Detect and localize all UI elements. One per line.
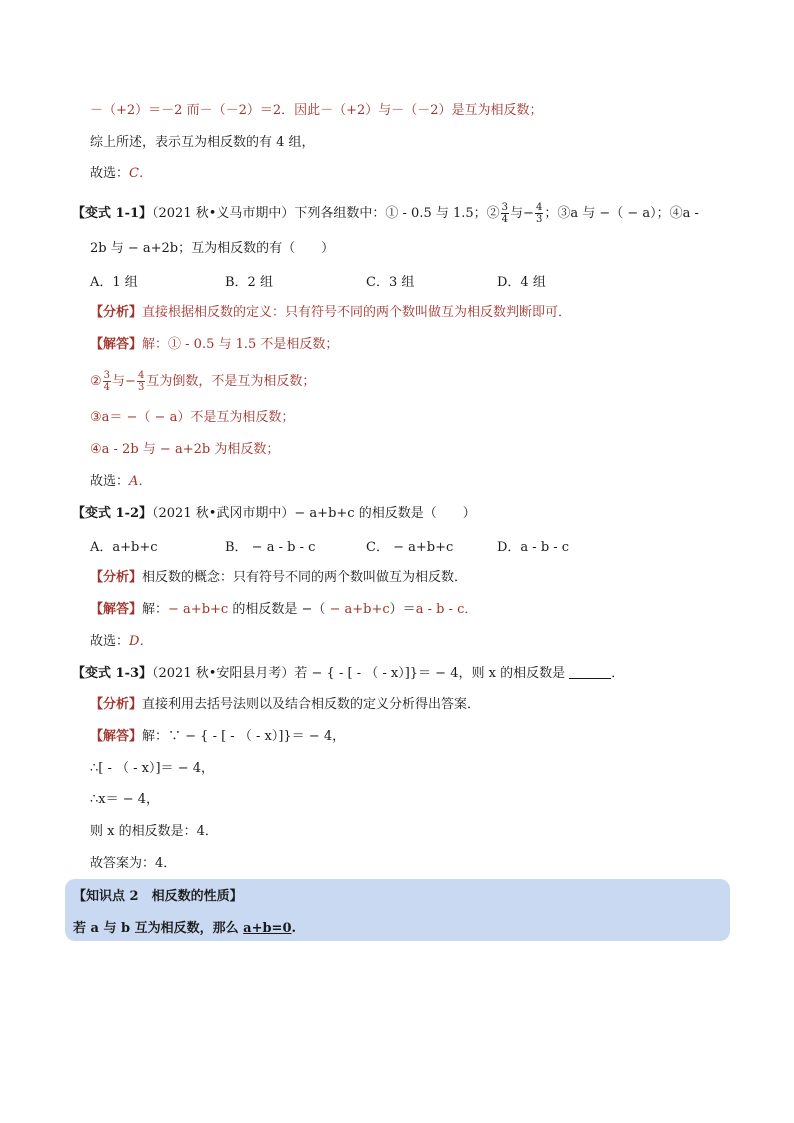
solution-text: 解：① - 0.5 与 1.5 不是相反数； bbox=[142, 337, 339, 352]
question-text: （2021 秋•安阳县月考）若 − { - [ - （ - x）]}＝ − 4，则 x 的相反数是 bbox=[152, 666, 566, 681]
solution-text: 解：∵ − { - [ - （ - x）]}＝ − 4， bbox=[142, 729, 346, 744]
question-text: （2021 秋•义马市期中）下列各组数中：① - 0.5 与 1.5；② bbox=[152, 206, 500, 221]
solution-line bbox=[90, 727, 345, 747]
answer-blank bbox=[569, 664, 611, 679]
option-d: D．4 组 bbox=[497, 275, 546, 290]
answer-value: C． bbox=[129, 166, 152, 181]
question-text: （2021 秋•武冈市期中）− a+b+c 的相反数是（ ） bbox=[152, 506, 476, 521]
solution-line: ∴[ - （ - x）]＝ − 4， bbox=[90, 761, 214, 776]
option-b: B．2 组 bbox=[225, 275, 273, 290]
knowledge-text: . bbox=[291, 921, 297, 936]
answer-prefix: 故选： bbox=[90, 166, 130, 181]
fraction-numerator: 4 bbox=[137, 370, 145, 381]
solution-line: ③a＝ −（ − a）不是互为相反数； bbox=[90, 410, 295, 425]
solution-tag: 【解答】 bbox=[90, 729, 143, 744]
option-c: C．3 组 bbox=[366, 275, 415, 290]
analysis-text: 直接利用去括号法则以及结合相反数的定义分析得出答案． bbox=[142, 697, 481, 712]
fraction-numerator: 4 bbox=[535, 202, 543, 213]
analysis-tag: 【分析】 bbox=[90, 305, 143, 320]
fraction bbox=[103, 370, 111, 393]
solution-tag: 【解答】 bbox=[90, 602, 143, 617]
solution-line: 故答案为：4． bbox=[90, 856, 177, 871]
question-v11 bbox=[72, 202, 699, 225]
analysis-line bbox=[90, 695, 480, 715]
answer-prefix: 故选： bbox=[90, 474, 130, 489]
question-line2: 2b 与 − a+2b；互为相反数的有（ ） bbox=[90, 241, 335, 256]
fraction bbox=[501, 202, 509, 225]
fraction bbox=[137, 370, 145, 393]
fraction bbox=[535, 202, 543, 225]
option-a: A．1 组 bbox=[90, 275, 138, 290]
answer-line bbox=[90, 632, 152, 652]
question-tag: 【变式 1-3】 bbox=[72, 666, 153, 681]
question-v13 bbox=[72, 664, 624, 684]
text-line: －（+2）＝－2 而－（－2）＝2．因此－（+2）与－（－2）是互为相反数； bbox=[90, 103, 543, 118]
fraction-numerator: 3 bbox=[501, 202, 509, 213]
fraction-denominator: 4 bbox=[501, 214, 509, 225]
analysis-line bbox=[90, 568, 467, 588]
fraction-denominator: 3 bbox=[137, 382, 145, 393]
knowledge-body bbox=[73, 917, 296, 936]
solution-text: a - b - c． bbox=[415, 602, 478, 617]
solution-text: ② bbox=[90, 374, 102, 389]
analysis-text: 相反数的概念：只有符号不同的两个数叫做互为相反数． bbox=[142, 570, 468, 585]
solution-line: 则 x 的相反数是：4． bbox=[90, 824, 218, 839]
analysis-tag: 【分析】 bbox=[90, 697, 143, 712]
knowledge-text: 若 a 与 b 互为相反数，那么 bbox=[73, 921, 244, 936]
question-tag: 【变式 1-2】 bbox=[72, 506, 153, 521]
option-b: B． − a - b - c bbox=[225, 540, 316, 555]
fraction-denominator: 4 bbox=[103, 382, 111, 393]
question-text: a 与 −（ − a）；④a - bbox=[570, 206, 699, 221]
answer-value: D． bbox=[129, 634, 153, 649]
knowledge-formula: a+b=0 bbox=[243, 921, 292, 936]
solution-text: − a+b+c bbox=[329, 602, 390, 617]
analysis-text: 直接根据相反数的定义：只有符号不同的两个数叫做互为相反数判断即可． bbox=[142, 305, 572, 320]
question-text: ． bbox=[611, 666, 625, 681]
question-text: 与− bbox=[510, 206, 534, 221]
option-d: D．a - b - c bbox=[497, 540, 570, 555]
analysis-line bbox=[90, 303, 571, 323]
text-line: 综上所述，表示互为相反数的有 4 组， bbox=[90, 135, 315, 150]
answer-prefix: 故选： bbox=[90, 634, 130, 649]
question-tag: 【变式 1-1】 bbox=[72, 206, 153, 221]
option-c: C． − a+b+c bbox=[366, 540, 454, 555]
question-text: ；③ bbox=[544, 206, 571, 221]
solution-text: 的相反数是 −（ bbox=[228, 602, 330, 617]
option-a: A．a+b+c bbox=[90, 540, 158, 555]
solution-line bbox=[90, 600, 477, 620]
answer-line bbox=[90, 164, 152, 184]
knowledge-title: 【知识点 2 相反数的性质】 bbox=[73, 889, 243, 904]
solution-text: ）＝ bbox=[389, 602, 416, 617]
analysis-tag: 【分析】 bbox=[90, 570, 143, 585]
solution-line: ④a - 2b 与 − a+2b 为相反数； bbox=[90, 442, 280, 457]
answer-line bbox=[90, 472, 151, 492]
fraction-numerator: 3 bbox=[103, 370, 111, 381]
answer-value: A． bbox=[129, 474, 152, 489]
solution-line bbox=[90, 335, 338, 355]
solution-line: ∴x＝ − 4， bbox=[90, 792, 160, 807]
question-v12 bbox=[72, 504, 476, 524]
solution-text: 互为倒数，不是互为相反数； bbox=[146, 374, 316, 389]
fraction-denominator: 3 bbox=[535, 214, 543, 225]
solution-text: − a+b+c bbox=[168, 602, 229, 617]
solution-text: 与− bbox=[112, 374, 136, 389]
solution-tag: 【解答】 bbox=[90, 337, 143, 352]
solution-line bbox=[90, 370, 315, 393]
knowledge-box bbox=[65, 879, 730, 941]
solution-text: 解： bbox=[142, 602, 169, 617]
